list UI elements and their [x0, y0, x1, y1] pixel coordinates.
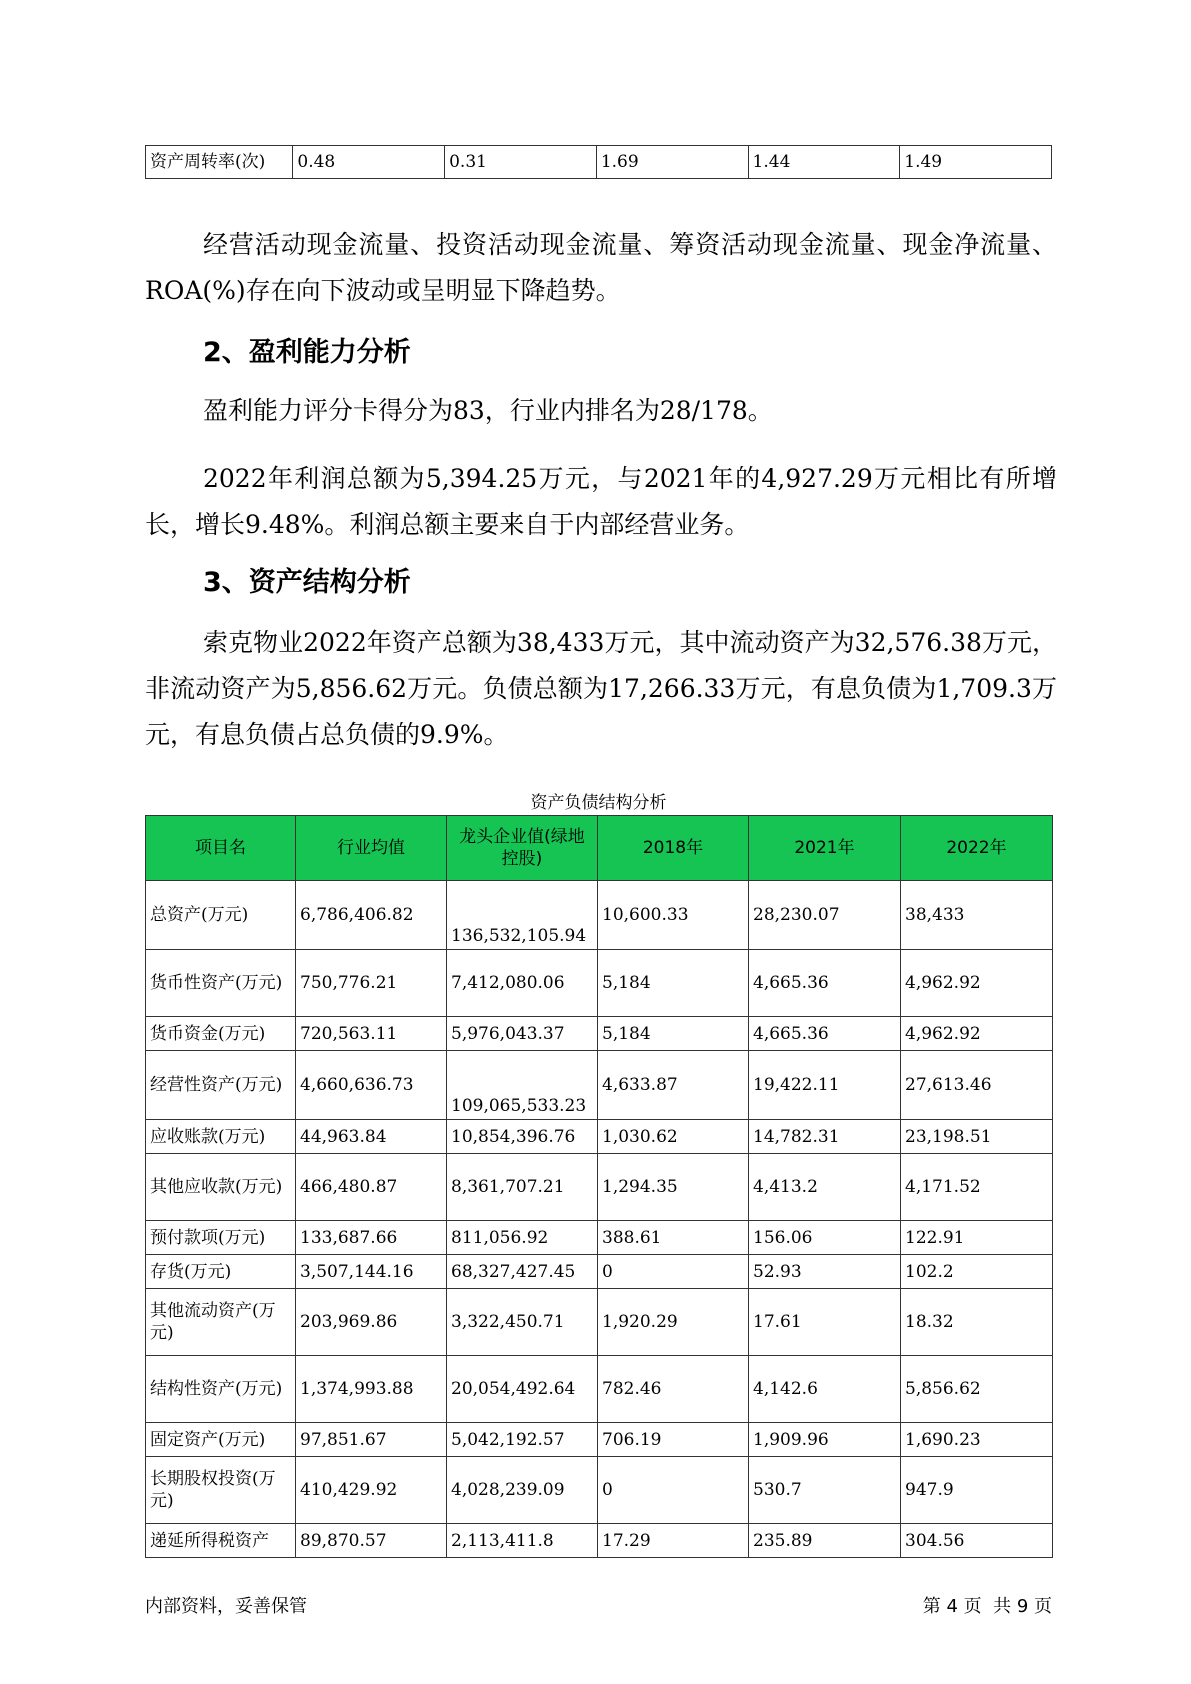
table-row [146, 1289, 1053, 1356]
turnover-table [145, 145, 1052, 179]
cell-value: 0.31 [445, 146, 597, 179]
cell-value: 4,665.36 [749, 1017, 901, 1051]
cell-value: 14,782.31 [749, 1120, 901, 1154]
cell-value: 122.91 [901, 1221, 1053, 1255]
cell-value: 17.61 [749, 1289, 901, 1356]
cell-value: 23,198.51 [901, 1120, 1053, 1154]
cell-value: 156.06 [749, 1221, 901, 1255]
row-label: 存货(万元) [146, 1255, 296, 1289]
row-label: 货币性资产(万元) [146, 950, 296, 1017]
row-label: 总资产(万元) [146, 881, 296, 950]
cell-value: 4,028,239.09 [447, 1457, 598, 1524]
cell-value: 304.56 [901, 1524, 1053, 1558]
cell-value: 4,171.52 [901, 1154, 1053, 1221]
cell-value: 388.61 [598, 1221, 749, 1255]
cell-value: 5,042,192.57 [447, 1423, 598, 1457]
header-item-name: 项目名 [146, 816, 296, 881]
table-caption: 资产负债结构分析 [530, 793, 667, 813]
cell-value: 7,412,080.06 [447, 950, 598, 1017]
cell-value: 4,962.92 [901, 950, 1053, 1017]
cell-value: 5,976,043.37 [447, 1017, 598, 1051]
cell-value: 1.49 [900, 146, 1052, 179]
table-row [146, 950, 1053, 1017]
row-label: 固定资产(万元) [146, 1423, 296, 1457]
header-2018: 2018年 [598, 816, 749, 881]
table-row [146, 146, 1052, 179]
cell-value: 1,294.35 [598, 1154, 749, 1221]
cell-value: 4,633.87 [598, 1051, 749, 1120]
cell-value: 44,963.84 [296, 1120, 447, 1154]
footer-confidential: 内部资料，妥善保管 [145, 1596, 307, 1617]
row-label: 其他应收款(万元) [146, 1154, 296, 1221]
cell-value: 706.19 [598, 1423, 749, 1457]
cell-value: 811,056.92 [447, 1221, 598, 1255]
cell-value: 0.48 [293, 146, 445, 179]
row-label: 货币资金(万元) [146, 1017, 296, 1051]
cell-value: 10,600.33 [598, 881, 749, 950]
cell-value: 0 [598, 1255, 749, 1289]
table-row [146, 1524, 1053, 1558]
row-label: 应收账款(万元) [146, 1120, 296, 1154]
cell-value: 38,433 [901, 881, 1053, 950]
table-row [146, 1457, 1053, 1524]
footer-page-number: 第 4 页 共 9 页 [922, 1596, 1052, 1617]
row-label: 经营性资产(万元) [146, 1051, 296, 1120]
cell-value: 1,690.23 [901, 1423, 1053, 1457]
cell-value: 68,327,427.45 [447, 1255, 598, 1289]
header-2021: 2021年 [749, 816, 901, 881]
cell-value: 720,563.11 [296, 1017, 447, 1051]
cell-value: 410,429.92 [296, 1457, 447, 1524]
cell-value: 750,776.21 [296, 950, 447, 1017]
cell-value: 20,054,492.64 [447, 1356, 598, 1423]
cell-value: 5,184 [598, 1017, 749, 1051]
table-header-row [146, 816, 1053, 881]
cell-value: 109,065,533.23 [447, 1051, 598, 1120]
cell-value: 1,920.29 [598, 1289, 749, 1356]
cell-value: 1.44 [748, 146, 900, 179]
table-row [146, 1356, 1053, 1423]
table-row [146, 1154, 1053, 1221]
cell-value: 4,962.92 [901, 1017, 1053, 1051]
cell-value: 52.93 [749, 1255, 901, 1289]
cell-value: 3,322,450.71 [447, 1289, 598, 1356]
cell-value: 3,507,144.16 [296, 1255, 447, 1289]
cell-value: 0 [598, 1457, 749, 1524]
cell-value: 136,532,105.94 [447, 881, 598, 950]
cell-value: 4,142.6 [749, 1356, 901, 1423]
cell-value: 10,854,396.76 [447, 1120, 598, 1154]
cell-value: 17.29 [598, 1524, 749, 1558]
cell-value: 203,969.86 [296, 1289, 447, 1356]
cell-value: 1.69 [596, 146, 748, 179]
cell-value: 4,413.2 [749, 1154, 901, 1221]
asset-liability-table [145, 815, 1053, 1558]
cell-value: 27,613.46 [901, 1051, 1053, 1120]
cell-value: 947.9 [901, 1457, 1053, 1524]
table-row [146, 1423, 1053, 1457]
header-2022: 2022年 [901, 816, 1053, 881]
table-row [146, 1017, 1053, 1051]
cell-value: 4,665.36 [749, 950, 901, 1017]
cell-value: 18.32 [901, 1289, 1053, 1356]
cell-value: 530.7 [749, 1457, 901, 1524]
cell-value: 5,184 [598, 950, 749, 1017]
cell-value: 1,030.62 [598, 1120, 749, 1154]
cell-value: 1,374,993.88 [296, 1356, 447, 1423]
cell-value: 1,909.96 [749, 1423, 901, 1457]
cell-value: 8,361,707.21 [447, 1154, 598, 1221]
table-row [146, 1051, 1053, 1120]
row-label: 结构性资产(万元) [146, 1356, 296, 1423]
cell-value: 4,660,636.73 [296, 1051, 447, 1120]
table-row [146, 1120, 1053, 1154]
section-heading-asset-structure: 3、资产结构分析 [203, 567, 411, 598]
table-row [146, 1255, 1053, 1289]
cell-value: 466,480.87 [296, 1154, 447, 1221]
profit-score-paragraph: 盈利能力评分卡得分为83，行业内排名为28/178。 [203, 396, 773, 425]
table-row [146, 1221, 1053, 1255]
cell-value: 133,687.66 [296, 1221, 447, 1255]
row-label: 预付款项(万元) [146, 1221, 296, 1255]
cashflow-paragraph: 经营活动现金流量、投资活动现金流量、筹资活动现金流量、现金净流量、ROA(%)存在向下波动或呈明显下降趋势。 [145, 230, 1057, 305]
section-heading-profitability: 2、盈利能力分析 [203, 337, 411, 368]
row-label: 资产周转率(次) [146, 146, 293, 179]
cell-value: 235.89 [749, 1524, 901, 1558]
cell-value: 2,113,411.8 [447, 1524, 598, 1558]
table-row [146, 881, 1053, 950]
cell-value: 5,856.62 [901, 1356, 1053, 1423]
row-label: 长期股权投资(万元) [146, 1457, 296, 1524]
cell-value: 19,422.11 [749, 1051, 901, 1120]
cell-value: 6,786,406.82 [296, 881, 447, 950]
row-label: 递延所得税资产 [146, 1524, 296, 1558]
cell-value: 782.46 [598, 1356, 749, 1423]
cell-value: 102.2 [901, 1255, 1053, 1289]
header-industry-avg: 行业均值 [296, 816, 447, 881]
row-label: 其他流动资产(万元) [146, 1289, 296, 1356]
asset-paragraph: 索克物业2022年资产总额为38,433万元，其中流动资产为32,576.38万元，非流动资产为5,856.62万元。负债总额为17,266.33万元，有息负债为1,709.3万元，有息负债占总负债的9.9%。 [145, 628, 1057, 749]
header-leader-value: 龙头企业值(绿地控股) [447, 816, 598, 881]
cell-value: 97,851.67 [296, 1423, 447, 1457]
cell-value: 89,870.57 [296, 1524, 447, 1558]
cell-value: 28,230.07 [749, 881, 901, 950]
profit-paragraph: 2022年利润总额为5,394.25万元，与2021年的4,927.29万元相比有所增长，增长9.48%。利润总额主要来自于内部经营业务。 [145, 464, 1057, 539]
